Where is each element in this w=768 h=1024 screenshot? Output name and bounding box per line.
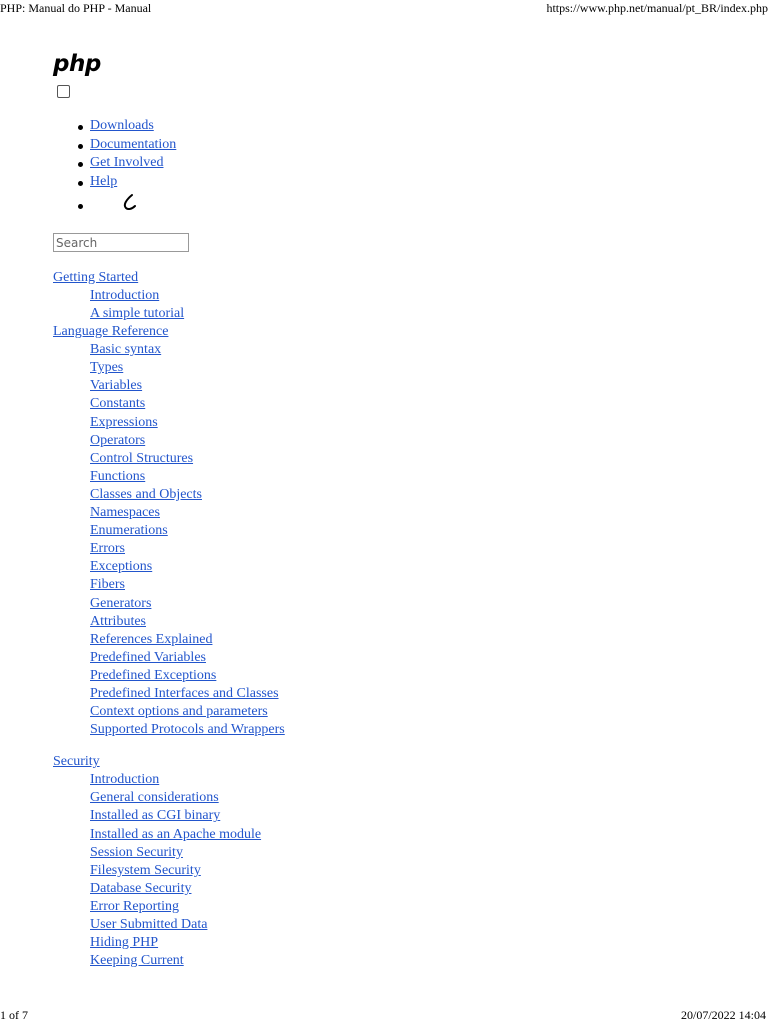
toc-item bbox=[90, 450, 753, 468]
toc-item bbox=[90, 432, 753, 450]
nav-item-theme bbox=[53, 192, 176, 218]
toc-item bbox=[90, 685, 753, 703]
toc-item bbox=[90, 522, 753, 540]
toc-section-title[interactable]: Getting Started bbox=[53, 270, 139, 285]
toc-item bbox=[90, 613, 753, 631]
toc-item bbox=[90, 486, 753, 504]
toc-link[interactable]: Enumerations bbox=[90, 523, 168, 539]
toc-link[interactable]: Attributes bbox=[90, 613, 146, 629]
toc-items bbox=[53, 287, 753, 323]
toc-item bbox=[90, 880, 753, 898]
toc-link[interactable]: Session Security bbox=[90, 844, 183, 860]
toc-item bbox=[90, 359, 753, 377]
nav-item-documentation bbox=[53, 136, 176, 155]
php-logo[interactable]: php bbox=[53, 51, 101, 77]
nav-link-downloads[interactable]: Downloads bbox=[90, 118, 154, 133]
toc-link[interactable]: Exceptions bbox=[90, 559, 153, 575]
toc-link[interactable]: Generators bbox=[90, 595, 152, 611]
toc-item bbox=[90, 595, 753, 613]
page-number: 1 of 7 bbox=[0, 1008, 28, 1022]
toc-link[interactable]: Introduction bbox=[90, 288, 160, 303]
toc-link[interactable]: Error Reporting bbox=[90, 898, 180, 914]
search-input[interactable] bbox=[53, 233, 189, 252]
toc-item bbox=[90, 826, 753, 844]
theme-toggle-icon[interactable] bbox=[122, 192, 136, 214]
toc-link[interactable]: Predefined Variables bbox=[90, 649, 206, 665]
nav-item-get-involved bbox=[53, 154, 176, 173]
toc-items bbox=[53, 771, 753, 970]
toc-link[interactable]: Supported Protocols and Wrappers bbox=[90, 722, 285, 738]
toc-item bbox=[90, 667, 753, 685]
toc-item bbox=[90, 807, 753, 825]
toc-item bbox=[90, 558, 753, 576]
toc-item bbox=[90, 576, 753, 594]
toc-link[interactable]: Namespaces bbox=[90, 505, 160, 521]
toc-link[interactable]: Hiding PHP bbox=[90, 935, 159, 951]
toc-link[interactable]: Classes and Objects bbox=[90, 486, 202, 502]
toc-section-getting-started bbox=[53, 269, 753, 323]
nav-link-help[interactable]: Help bbox=[90, 174, 118, 190]
toc-item bbox=[90, 898, 753, 916]
toc-items bbox=[53, 341, 753, 739]
toc-link[interactable]: Types bbox=[90, 360, 124, 376]
toc-link[interactable]: Installed as an Apache module bbox=[90, 826, 262, 842]
toc-link[interactable]: User Submitted Data bbox=[90, 917, 208, 932]
toc-item bbox=[90, 952, 753, 970]
toc-item bbox=[90, 649, 753, 667]
toc-link[interactable]: Keeping Current bbox=[90, 953, 184, 969]
toc-link[interactable]: Filesystem Security bbox=[90, 862, 201, 878]
toc-link[interactable]: Fibers bbox=[90, 577, 125, 593]
toc-link[interactable]: Variables bbox=[90, 378, 143, 394]
toc-item bbox=[90, 395, 753, 413]
print-date: 20/07/2022 14:04 bbox=[680, 1008, 766, 1022]
toc-item bbox=[90, 504, 753, 522]
toc-section-title[interactable]: Security bbox=[53, 754, 100, 770]
toc-link[interactable]: Introduction bbox=[90, 772, 160, 788]
toc-link[interactable]: References Explained bbox=[90, 631, 213, 647]
toc-item bbox=[90, 341, 753, 359]
toc-item bbox=[90, 934, 753, 952]
page-title: PHP: Manual do PHP - Manual bbox=[0, 1, 152, 15]
toc-link[interactable]: Control Structures bbox=[90, 450, 194, 466]
nav-item-downloads bbox=[53, 117, 176, 136]
toc-link[interactable]: Constants bbox=[90, 396, 146, 412]
toc-item bbox=[90, 540, 753, 558]
toc-item bbox=[90, 468, 753, 486]
toc-link[interactable]: Predefined Interfaces and Classes bbox=[90, 685, 279, 701]
toc-link[interactable]: Predefined Exceptions bbox=[90, 667, 217, 683]
toc-item bbox=[90, 916, 753, 934]
toc-link[interactable]: Expressions bbox=[90, 414, 158, 430]
toc-link[interactable]: Errors bbox=[90, 541, 125, 557]
toc-section-language-reference bbox=[53, 323, 753, 739]
toc-link[interactable]: A simple tutorial bbox=[90, 306, 185, 322]
toc-item bbox=[90, 305, 753, 323]
print-header bbox=[0, 0, 768, 16]
manual-toc bbox=[53, 269, 753, 970]
toc-item bbox=[90, 721, 753, 739]
menu-toggle-checkbox[interactable] bbox=[57, 85, 70, 98]
toc-section-security bbox=[53, 753, 753, 970]
toc-link[interactable]: Database Security bbox=[90, 880, 192, 896]
toc-link[interactable]: Basic syntax bbox=[90, 342, 162, 358]
toc-item bbox=[90, 703, 753, 721]
toc-link[interactable]: Operators bbox=[90, 432, 146, 448]
toc-item bbox=[90, 771, 753, 789]
main-nav bbox=[53, 117, 176, 218]
print-footer bbox=[0, 1006, 768, 1024]
toc-link[interactable]: Context options and parameters bbox=[90, 704, 268, 720]
toc-item bbox=[90, 287, 753, 305]
page-url: https://www.php.net/manual/pt_BR/index.php bbox=[546, 1, 768, 15]
toc-item bbox=[90, 414, 753, 432]
toc-item bbox=[90, 844, 753, 862]
toc-item bbox=[90, 789, 753, 807]
nav-item-help bbox=[53, 173, 176, 192]
toc-item bbox=[90, 631, 753, 649]
nav-link-get-involved[interactable]: Get Involved bbox=[90, 155, 164, 171]
toc-item bbox=[90, 377, 753, 395]
toc-link[interactable]: Functions bbox=[90, 468, 146, 484]
toc-item bbox=[90, 862, 753, 880]
toc-link[interactable]: Installed as CGI binary bbox=[90, 808, 221, 824]
toc-section-title[interactable]: Language Reference bbox=[53, 324, 169, 340]
toc-link[interactable]: General considerations bbox=[90, 790, 219, 806]
nav-link-documentation[interactable]: Documentation bbox=[90, 136, 177, 152]
